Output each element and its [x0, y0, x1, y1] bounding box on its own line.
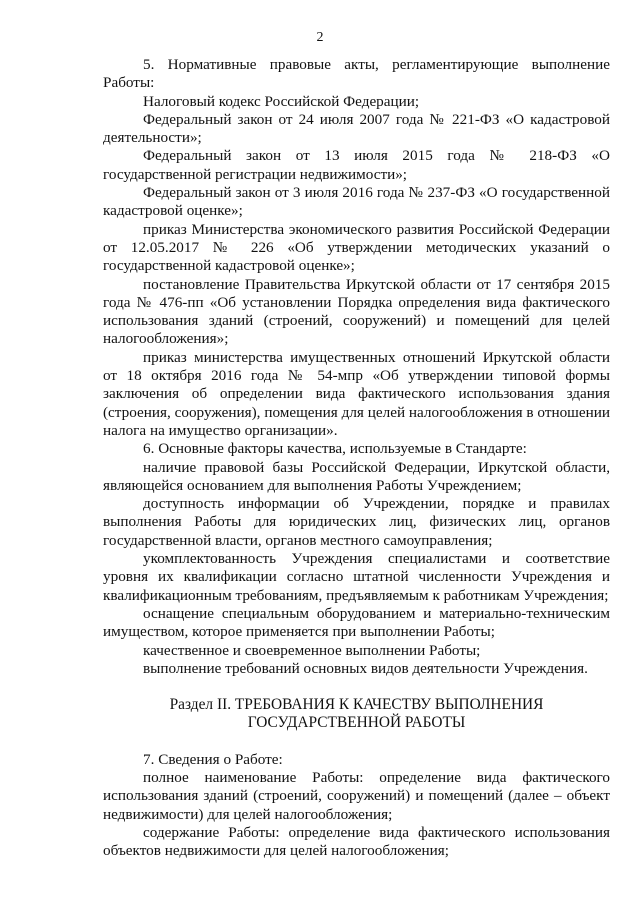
paragraph: оснащение специальным оборудованием и материально-техническим имуществом, которое применяется при выполнении Работы;	[103, 604, 610, 641]
paragraph: постановление Правительства Иркутской области от 17 сентября 2015 года № 476-пп «Об установлении Порядка определения вида фактического использования зданий (строений, сооружений) и помещений для целей налогообложения»;	[103, 275, 610, 348]
section-heading-line: ГОСУДАРСТВЕННОЙ РАБОТЫ	[247, 714, 466, 732]
paragraph: доступность информации об Учреждении, порядке и правилах выполнения Работы для юридических лиц, физических лиц, органов государственной власти, органов местного самоуправления;	[103, 495, 610, 549]
paragraph: Федеральный закон от 13 июля 2015 года № 218-ФЗ «О государственной регистрации недвижимости»;	[103, 147, 610, 183]
paragraph: содержание Работы: определение вида фактического использования объектов недвижимости для целей налогообложения;	[103, 823, 610, 860]
paragraph: 7. Сведения о Работе:	[143, 750, 283, 768]
document-body	[103, 56, 610, 860]
paragraph: 5. Нормативные правовые акты, регламентирующие выполнение Работы:	[103, 56, 610, 92]
paragraph: Федеральный закон от 24 июля 2007 года № 221-ФЗ «О кадастровой деятельности»;	[103, 110, 610, 147]
page-number: 2	[316, 30, 324, 45]
section-heading	[103, 696, 610, 733]
paragraph: полное наименование Работы: определение вида фактического использования зданий (строений, сооружений) и помещений (далее – объект недвижимости) для целей налогообложения;	[103, 768, 610, 823]
paragraph: Налоговый кодекс Российской Федерации;	[143, 92, 420, 110]
work-info-block	[103, 751, 610, 861]
section-heading-line: Раздел II. ТРЕБОВАНИЯ К КАЧЕСТВУ ВЫПОЛНЕНИЯ	[169, 696, 544, 714]
paragraph: выполнение требований основных видов деятельности Учреждения.	[143, 659, 588, 677]
paragraph: Федеральный закон от 3 июля 2016 года № 237-ФЗ «О государственной кадастровой оценке»;	[103, 184, 610, 220]
quality-factors-block	[103, 440, 610, 678]
paragraph: укомплектованность Учреждения специалистами и соответствие уровня их квалификации согласно штатной численности Учреждения и квалификационным требованиям, предъявляемым к работникам Учреждения;	[103, 550, 610, 604]
legal-acts-block	[103, 56, 610, 440]
paragraph: приказ Министерства экономического развития Российской Федерации от 12.05.2017 № 226 «Об утверждении методических указаний о государственной кадастровой оценке»;	[103, 220, 610, 275]
paragraph: наличие правовой базы Российской Федерации, Иркутской области, являющейся основанием для выполнения Работы Учреждением;	[103, 458, 610, 494]
paragraph: 6. Основные факторы качества, используемые в Стандарте:	[143, 440, 527, 458]
paragraph: приказ министерства имущественных отношений Иркутской области от 18 октября 2016 года № 54-мпр «Об утверждении типовой формы заключения об определении вида фактического использования здания (строения, сооружения), помещения для целей налогообложения в отношении налога на имущество организации».	[103, 348, 610, 439]
paragraph: качественное и своевременное выполнении Работы;	[143, 641, 481, 659]
